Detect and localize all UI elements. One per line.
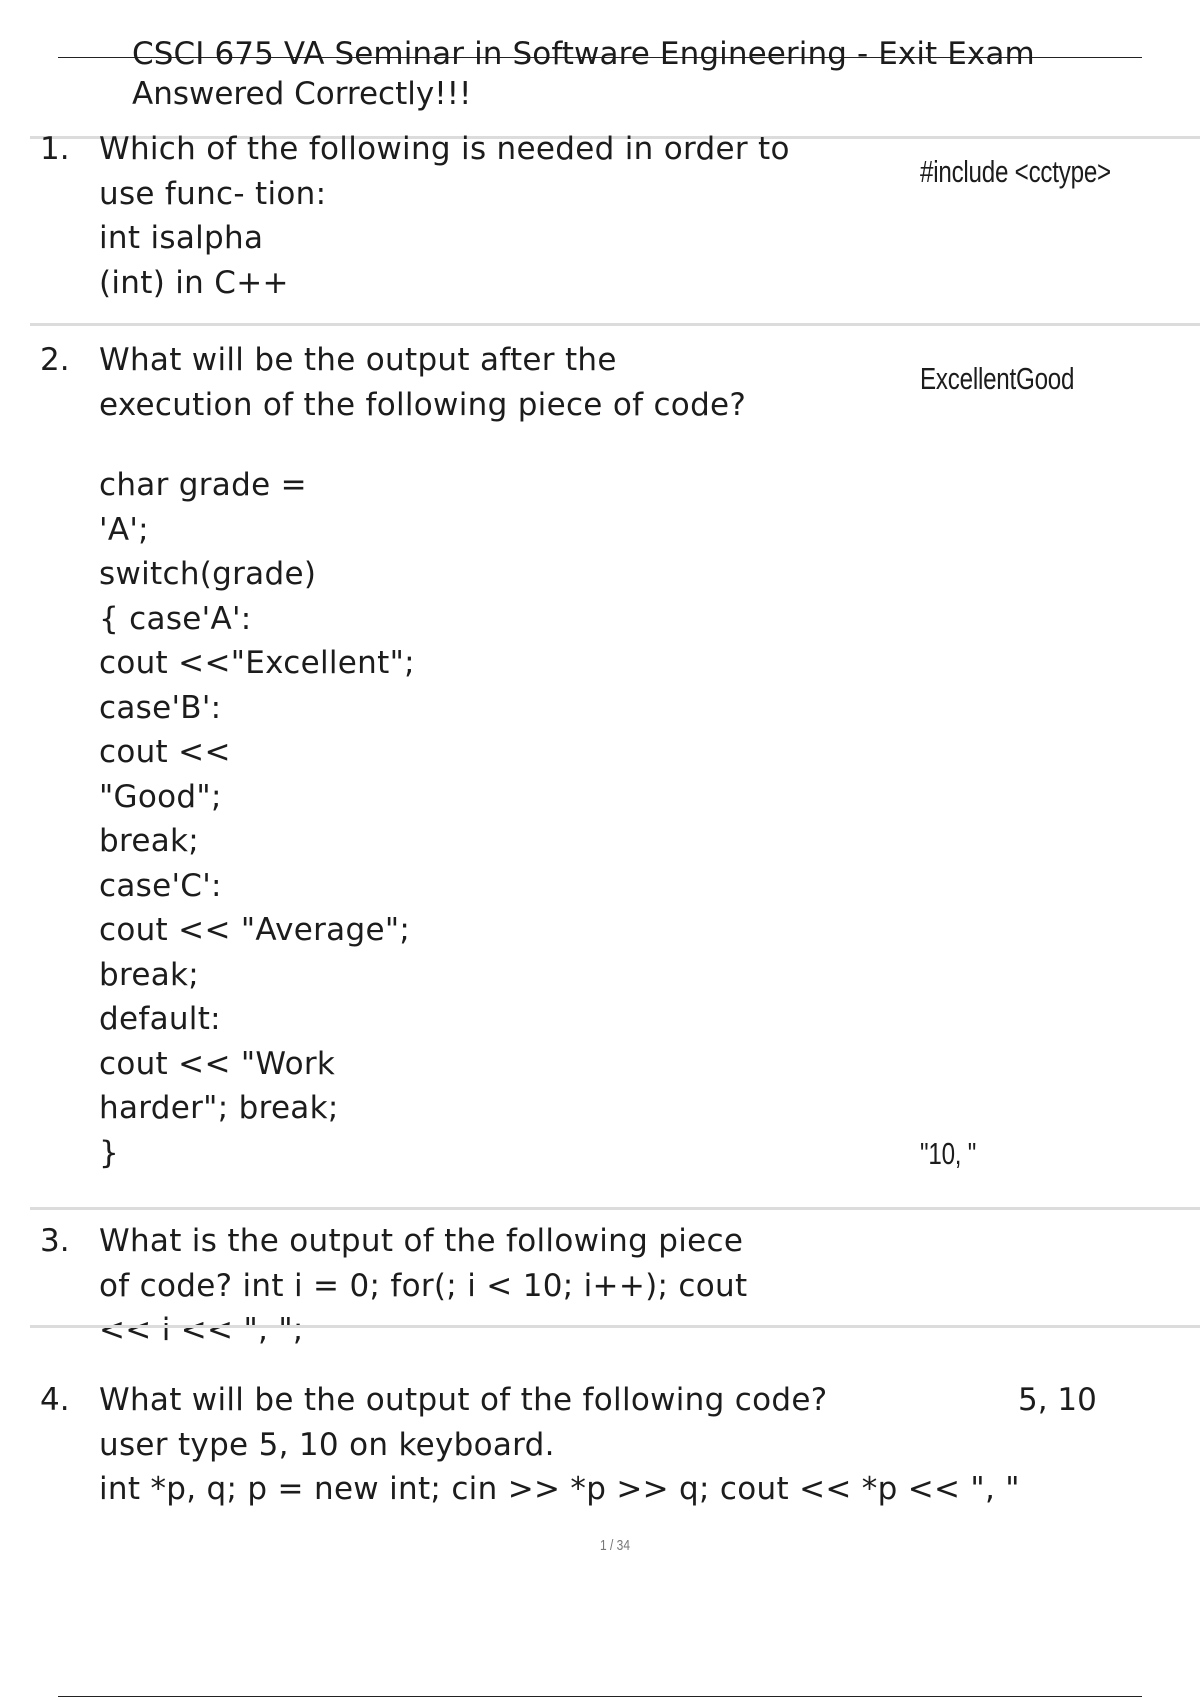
question-line: int *p, q; p = new int; cin >> *p >> q; cout << *p << ", " xyxy=(99,1471,1020,1507)
code-line: break; xyxy=(99,956,200,993)
answer-text: "10, " xyxy=(920,1136,977,1171)
question-line: (int) in C++ xyxy=(99,264,289,301)
question-text xyxy=(99,338,746,1175)
exam-subtitle: Answered Correctly!!! xyxy=(132,76,472,112)
code-line: char grade = xyxy=(99,467,307,503)
code-line: break; xyxy=(99,823,200,859)
footer-rule xyxy=(58,1696,1142,1697)
code-line: "Good"; xyxy=(99,778,222,815)
code-line: 'A'; xyxy=(99,511,149,548)
answer-text: #include <cctype> xyxy=(920,154,1111,189)
question-number: 3. xyxy=(40,1223,70,1259)
answer-text: 5, 10 xyxy=(1018,1382,1097,1418)
code-line: cout << xyxy=(99,734,231,770)
code-line: harder"; break; xyxy=(99,1090,339,1126)
code-line: case'C': xyxy=(99,867,222,904)
question-text xyxy=(99,1378,1020,1512)
question-line: user type 5, 10 on keyboard. xyxy=(99,1426,555,1463)
question-line: What is the output of the following piece xyxy=(99,1223,744,1259)
question-line xyxy=(99,427,746,463)
code-line: switch(grade) xyxy=(99,556,317,592)
code-line: cout << "Average"; xyxy=(99,912,411,948)
code-line: default: xyxy=(99,1001,221,1037)
header xyxy=(132,34,1132,114)
question-line: int isalpha xyxy=(99,220,264,256)
question-number: 2. xyxy=(40,342,70,378)
code-line: } xyxy=(99,1134,120,1171)
question-line: << i << ", "; xyxy=(99,1312,304,1348)
question-line: Which of the following is needed in order to xyxy=(99,131,790,167)
answer-text: ExcellentGood xyxy=(920,361,1075,396)
question-line: use func- tion: xyxy=(99,175,327,212)
question-line: execution of the following piece of code? xyxy=(99,386,747,423)
divider xyxy=(30,323,1200,326)
question-line: What will be the output after the xyxy=(99,342,617,378)
question-text xyxy=(99,127,790,305)
question-number: 1. xyxy=(40,131,70,167)
code-line: cout <<"Excellent"; xyxy=(99,645,415,681)
divider xyxy=(30,1207,1200,1210)
exam-title: CSCI 675 VA Seminar in Software Engineering - Exit Exam xyxy=(132,36,1035,72)
code-line: cout << "Work xyxy=(99,1045,336,1082)
question-number: 4. xyxy=(40,1382,70,1418)
page-number: 1 / 34 xyxy=(599,1537,631,1554)
divider xyxy=(30,1325,1200,1328)
question-line: What will be the output of the following code? xyxy=(99,1382,828,1418)
code-line: case'B': xyxy=(99,689,222,726)
question-line: of code? int i = 0; for(; i < 10; i++); cout xyxy=(99,1267,748,1304)
code-line: { case'A': xyxy=(99,600,252,637)
question-text xyxy=(99,1219,747,1353)
